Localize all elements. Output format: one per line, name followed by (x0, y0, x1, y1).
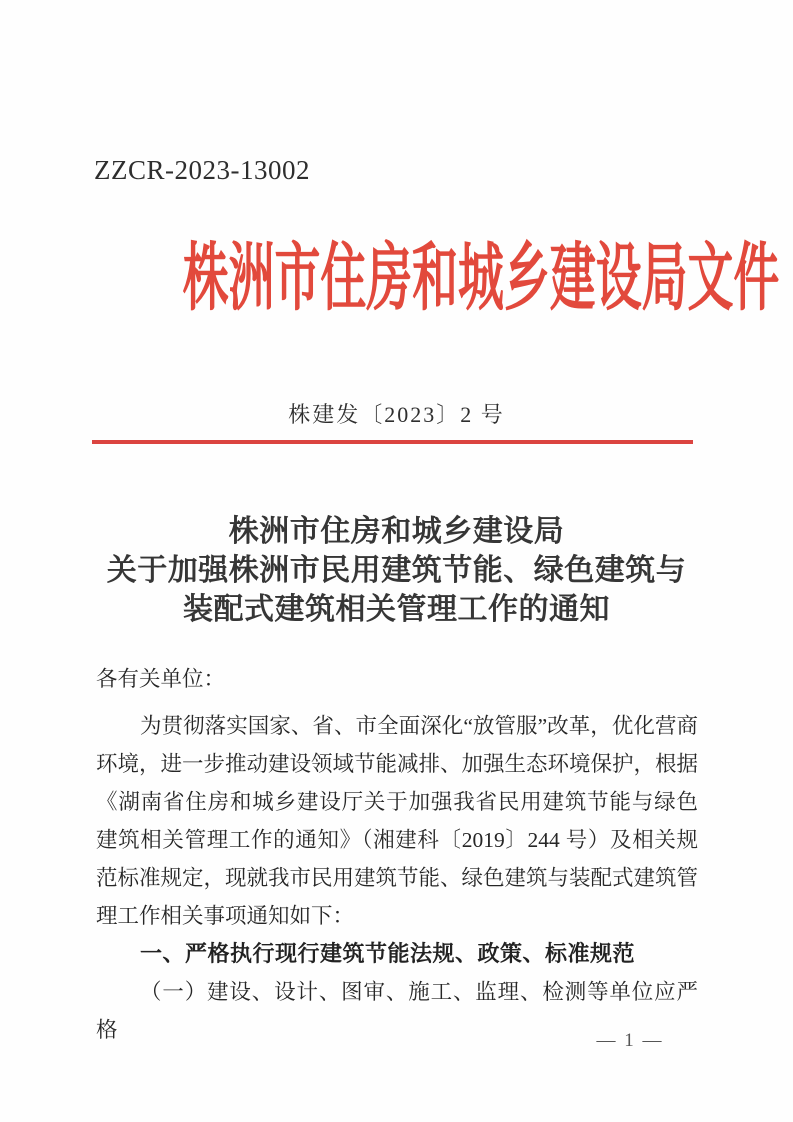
red-divider-line (92, 440, 693, 444)
salutation-line: 各有关单位： (96, 667, 226, 691)
document-index-code: ZZCR-2023-13002 (94, 155, 310, 185)
agency-banner (0, 233, 793, 325)
body-line: 理工作相关事项通知如下： (96, 904, 355, 928)
document-body (96, 660, 698, 1049)
body-line: 为贯彻落实国家、省、市全面深化“放管服”改革，优化营商 (140, 714, 698, 738)
body-line: 《湖南省住房和城乡建设厅关于加强我省民用建筑节能与绿色 (96, 790, 698, 814)
agency-banner-title: 株洲市住房和城乡建设局文件 (182, 238, 780, 320)
notice-title-line1: 株洲市住房和城乡建设局 (228, 515, 565, 548)
notice-title-line2: 关于加强株洲市民用建筑节能、绿色建筑与 (106, 554, 687, 587)
section-heading: 一、严格执行现行建筑节能法规、政策、标准规范 (140, 941, 636, 966)
body-line: 建筑相关管理工作的通知》（湘建科〔2019〕244 号）及相关规 (96, 828, 698, 852)
page-number: — 1 — (596, 1030, 664, 1051)
body-line: （一）建设、设计、图审、施工、监理、检测等单位应严格 (96, 980, 698, 1042)
notice-title-line3: 装配式建筑相关管理工作的通知 (183, 593, 610, 626)
document-number: 株建发〔2023〕2 号 (288, 402, 505, 427)
body-line: 环境，进一步推动建设领域节能减排、加强生态环境保护，根据 (96, 752, 699, 776)
notice-title (0, 512, 793, 629)
body-line: 范标准规定，现就我市民用建筑节能、绿色建筑与装配式建筑管 (96, 866, 699, 890)
